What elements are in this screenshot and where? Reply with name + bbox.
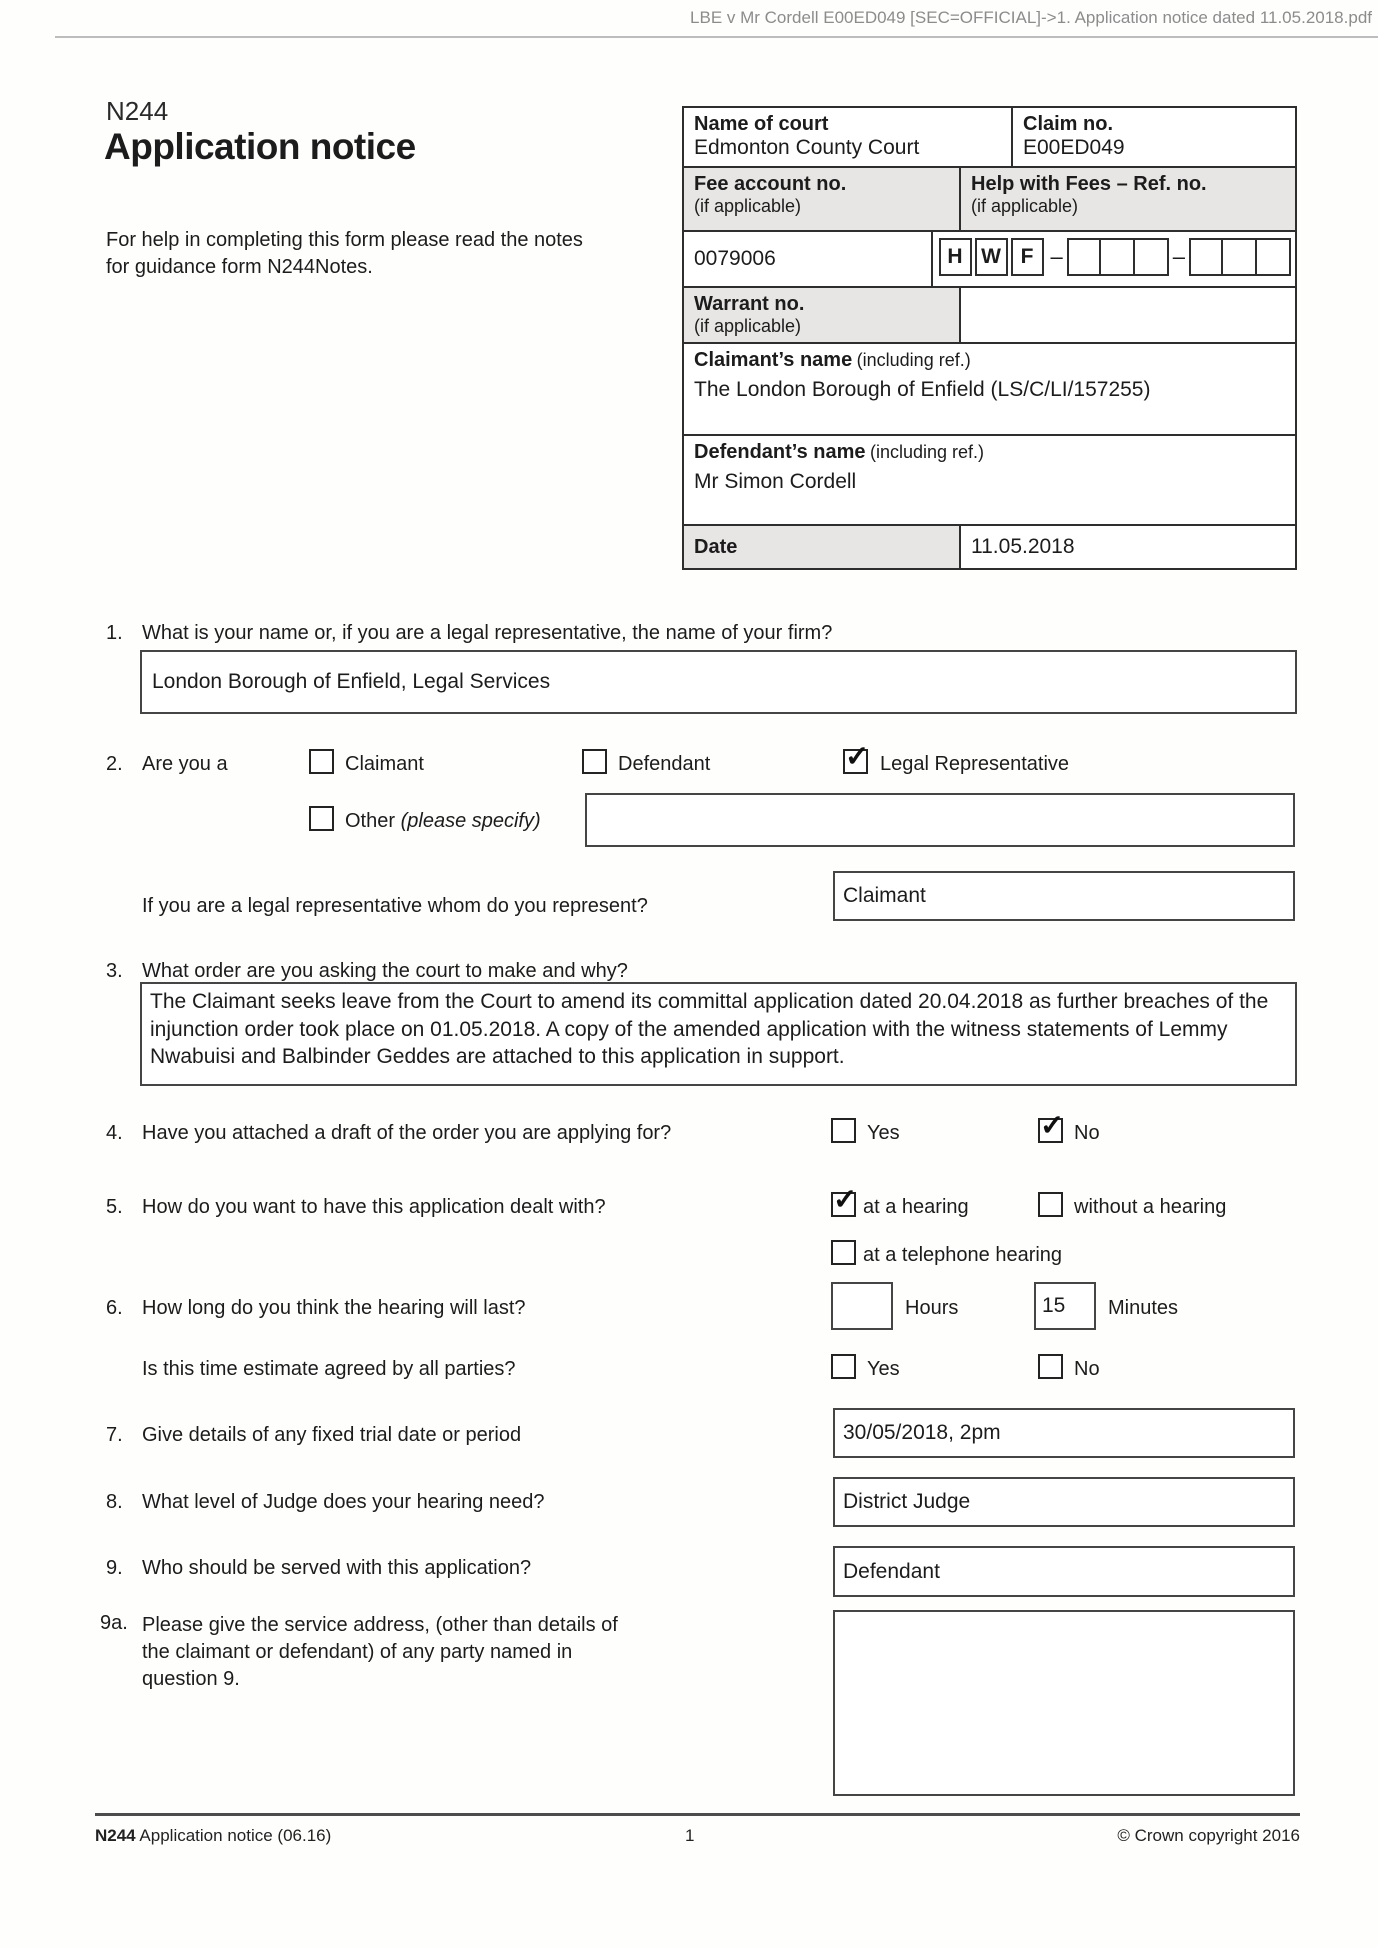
other-checkbox[interactable] — [309, 806, 334, 831]
agree-yes-label: Yes — [867, 1358, 900, 1380]
fee-account-note: (if applicable) — [694, 196, 802, 216]
claimant-name-note: (including ref.) — [856, 350, 971, 370]
footer-copyright: © Crown copyright 2016 — [1117, 1826, 1300, 1845]
check-mark: ✓ — [845, 741, 870, 773]
legal-representative-checkbox-label: Legal Representative — [880, 753, 1070, 775]
footer-form-code: N244 — [95, 1826, 136, 1845]
q3-answer: The Claimant seeks leave from the Court to amend its committal application dated 20.04.2018 as further breaches of the injunction order took place on 01.05.2018. A copy of the amended application with the witness statements of Lemmy Nwabuisi and Balbinder Geddes are attached to this application in support. — [150, 990, 1269, 1068]
fee-account-value-cell[interactable] — [684, 232, 933, 286]
name-of-court-label: Name of court — [694, 113, 829, 135]
hwf-empty-box — [1067, 238, 1101, 276]
hwf-empty-box — [1257, 238, 1291, 276]
claimant-name-cell — [684, 342, 1295, 434]
claimant-name-label: Claimant’s name — [694, 349, 853, 371]
agree-no-checkbox[interactable] — [1038, 1354, 1063, 1379]
table-row — [684, 108, 1295, 166]
without-hearing-label: without a hearing — [1074, 1196, 1227, 1218]
defendant-name-note: (including ref.) — [869, 442, 985, 462]
q2b-label: If you are a legal representative whom do you represent? — [142, 895, 648, 917]
q9-label: Who should be served with this application? — [142, 1557, 532, 1579]
hwf-empty-box — [1135, 238, 1169, 276]
hwf-empty-box — [1101, 238, 1135, 276]
q8-label: What level of Judge does your hearing need? — [142, 1491, 545, 1513]
hwf-letter-box: F — [1011, 238, 1044, 276]
footer-divider — [95, 1813, 1300, 1816]
q7-answer-box[interactable] — [833, 1408, 1295, 1458]
q4-number: 4. — [106, 1122, 123, 1144]
claimant-name-value: The London Borough of Enfield (LS/C/LI/157255) — [694, 378, 1151, 401]
minutes-label: Minutes — [1108, 1297, 1179, 1319]
q7-number: 7. — [106, 1424, 123, 1446]
help-text: For help in completing this form please read the notes for guidance form N244Notes. — [106, 229, 583, 278]
q4-yes-label: Yes — [867, 1122, 900, 1144]
date-label: Date — [694, 535, 738, 558]
q7-answer: 30/05/2018, 2pm — [843, 1421, 1001, 1444]
warrant-label: Warrant no. — [694, 293, 805, 315]
claim-no-value: E00ED049 — [1023, 136, 1125, 159]
fee-account-label-cell — [684, 168, 961, 230]
warrant-value-cell[interactable] — [961, 288, 1295, 342]
hwf-letter-box: W — [975, 238, 1008, 276]
q6-label: How long do you think the hearing will last? — [142, 1297, 526, 1319]
hwf-letter-box: H — [939, 238, 972, 276]
warrant-note: (if applicable) — [694, 316, 802, 336]
claim-no-label: Claim no. — [1023, 113, 1114, 135]
name-of-court-cell — [684, 108, 1013, 166]
q5-number: 5. — [106, 1196, 123, 1218]
pdf-filename: LBE v Mr Cordell E00ED049 [SEC=OFFICIAL]->1. Application notice dated 11.05.2018.pdf — [690, 8, 1372, 27]
name-of-court-value: Edmonton County Court — [694, 136, 920, 159]
hwf-empty-box — [1223, 238, 1257, 276]
table-row — [684, 524, 1295, 568]
hwf-empty-box — [1189, 238, 1223, 276]
footer-form-id — [95, 1826, 331, 1846]
q4-label: Have you attached a draft of the order you are applying for? — [142, 1122, 672, 1144]
defendant-name-label: Defendant’s name — [694, 441, 866, 463]
hwf-empty-box-group — [1067, 238, 1169, 276]
hwf-reference-boxes — [933, 232, 1296, 276]
help-with-fees-note: (if applicable) — [971, 196, 1079, 216]
at-hearing-label: at a hearing — [863, 1196, 969, 1218]
defendant-checkbox-label: Defendant — [618, 753, 711, 775]
telephone-hearing-label: at a telephone hearing — [863, 1244, 1063, 1266]
agree-yes-checkbox[interactable] — [831, 1354, 856, 1379]
date-label-cell — [684, 526, 961, 568]
fee-account-label: Fee account no. — [694, 173, 847, 195]
other-label-text: Other — [345, 810, 396, 832]
minutes-value: 15 — [1042, 1294, 1066, 1317]
help-with-fees-value-cell[interactable] — [933, 232, 1296, 286]
at-hearing-checkbox[interactable] — [831, 1184, 858, 1217]
q6-agree-label: Is this time estimate agreed by all parties? — [142, 1358, 516, 1380]
q9a-answer-box[interactable] — [833, 1610, 1295, 1796]
without-hearing-checkbox[interactable] — [1038, 1192, 1063, 1217]
agree-no-label: No — [1074, 1358, 1100, 1380]
footer-page-number: 1 — [685, 1826, 695, 1845]
hours-input-box[interactable] — [831, 1282, 893, 1330]
claimant-checkbox[interactable] — [309, 749, 334, 774]
form-code: N244 — [106, 96, 169, 126]
date-value: 11.05.2018 — [971, 535, 1075, 558]
q1-label: What is your name or, if you are a legal representative, the name of your firm? — [142, 622, 833, 644]
q4-no-label: No — [1074, 1122, 1100, 1144]
q9a-number: 9a. — [100, 1612, 128, 1634]
other-specify-box[interactable] — [585, 793, 1295, 847]
q1-answer-box[interactable] — [140, 650, 1297, 714]
q3-answer-box[interactable] — [140, 982, 1297, 1086]
defendant-checkbox[interactable] — [582, 749, 607, 774]
telephone-hearing-checkbox[interactable] — [831, 1240, 856, 1265]
court-details-table — [682, 106, 1297, 570]
q9-answer: Defendant — [843, 1559, 940, 1583]
q2-number: 2. — [106, 753, 123, 775]
check-mark: ✓ — [833, 1184, 858, 1216]
header-divider — [55, 36, 1378, 38]
legal-representative-checkbox[interactable] — [843, 741, 870, 774]
fee-account-value: 0079006 — [694, 247, 776, 270]
warrant-label-cell — [684, 288, 961, 342]
help-with-fees-label-cell — [961, 168, 1295, 230]
hwf-separator: – — [1050, 244, 1063, 269]
other-checkbox-label — [345, 810, 541, 833]
q8-answer-box[interactable] — [833, 1477, 1295, 1527]
date-value-cell — [961, 526, 1295, 568]
q3-label: What order are you asking the court to make and why? — [142, 960, 628, 982]
hours-label: Hours — [905, 1297, 959, 1319]
q1-answer: London Borough of Enfield, Legal Services — [152, 670, 551, 693]
q2-label: Are you a — [142, 753, 228, 775]
q8-number: 8. — [106, 1491, 123, 1513]
check-mark: ✓ — [1040, 1110, 1065, 1142]
q9-number: 9. — [106, 1557, 123, 1579]
q6-number: 6. — [106, 1297, 123, 1319]
q4-yes-checkbox[interactable] — [831, 1118, 856, 1143]
help-with-fees-label: Help with Fees – Ref. no. — [971, 173, 1207, 195]
defendant-name-cell — [684, 434, 1295, 524]
table-row — [684, 286, 1295, 342]
claimant-checkbox-label: Claimant — [345, 753, 424, 775]
other-label-note: (please specify) — [400, 810, 541, 832]
table-row — [684, 230, 1295, 286]
q1-number: 1. — [106, 622, 123, 644]
q9a-label: Please give the service address, (other than details of the claimant or defendant) of any party named in question 9. — [142, 1614, 618, 1690]
q9-answer-box[interactable] — [833, 1546, 1295, 1597]
claim-no-cell — [1013, 108, 1295, 166]
q5-label: How do you want to have this application dealt with? — [142, 1196, 606, 1218]
q7-label: Give details of any fixed trial date or period — [142, 1424, 522, 1446]
q4-no-checkbox[interactable] — [1038, 1110, 1065, 1143]
minutes-input-box[interactable] — [1034, 1282, 1096, 1330]
q2b-answer: Claimant — [843, 884, 926, 907]
hwf-separator: – — [1172, 244, 1185, 269]
q2b-answer-box[interactable] — [833, 871, 1295, 921]
footer-form-name: Application notice (06.16) — [135, 1826, 332, 1845]
q8-answer: District Judge — [843, 1490, 971, 1513]
q3-number: 3. — [106, 960, 123, 982]
form-title: Application notice — [104, 126, 416, 167]
q9a-answer — [835, 1612, 851, 1620]
defendant-name-value: Mr Simon Cordell — [694, 470, 857, 493]
table-row — [684, 166, 1295, 230]
hwf-empty-box-group — [1189, 238, 1291, 276]
